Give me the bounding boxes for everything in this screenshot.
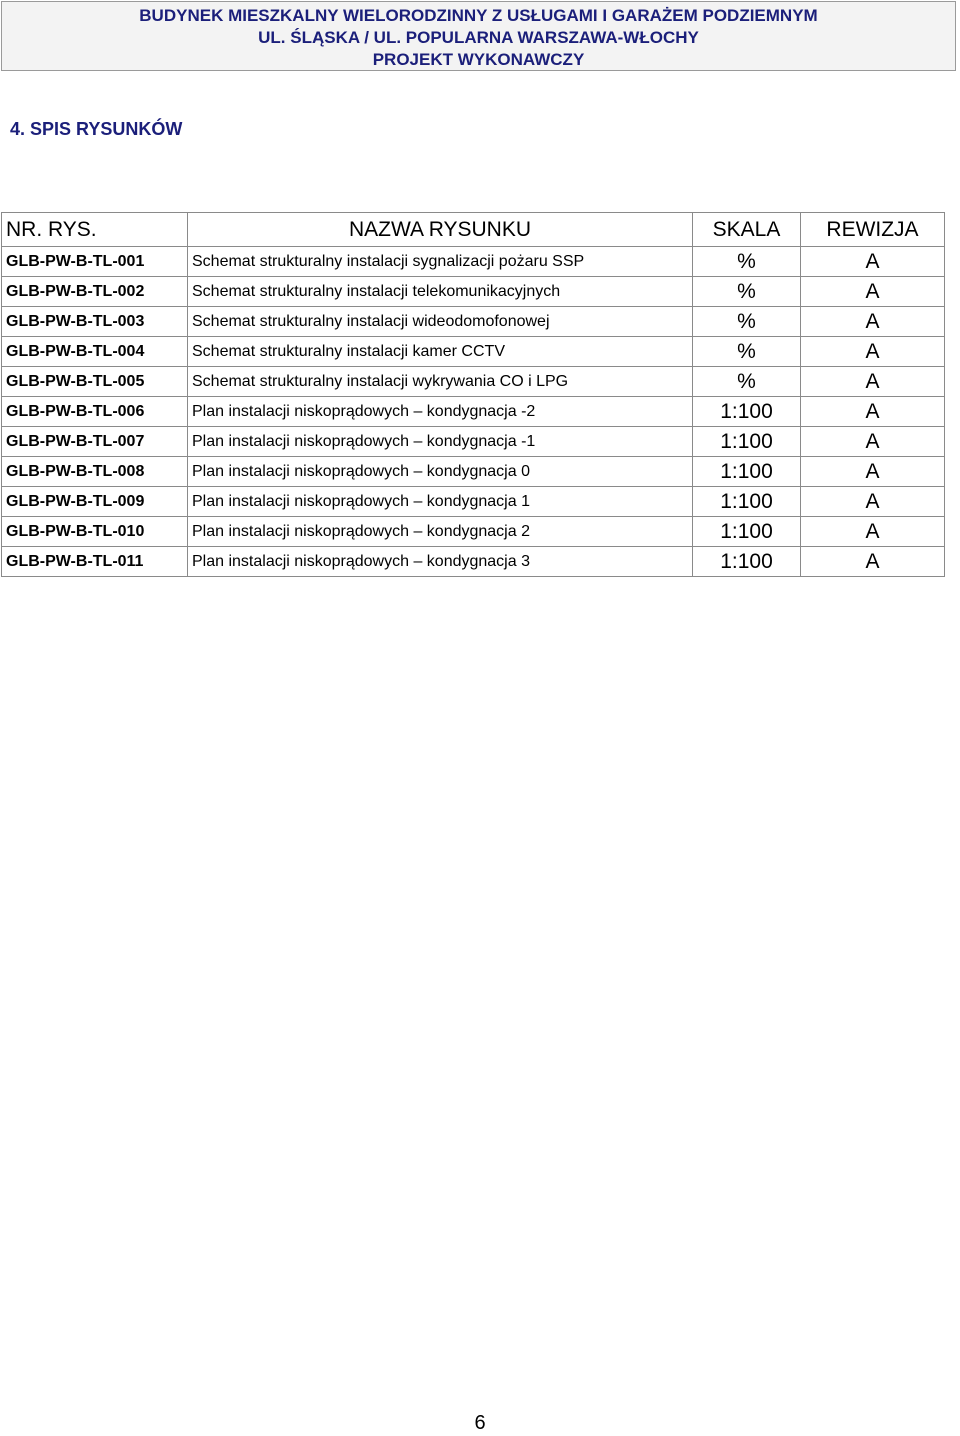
table-row [2, 337, 945, 367]
drawing-name: Schemat strukturalny instalacji sygnalizacji pożaru SSP [188, 247, 693, 277]
table-row [2, 307, 945, 337]
header-building-name: BUDYNEK MIESZKALNY WIELORODZINNY Z USŁUGAMI I GARAŻEM PODZIEMNYM [139, 6, 818, 25]
table-row [2, 427, 945, 457]
drawing-number: GLB-PW-B-TL-004 [2, 337, 188, 367]
drawing-revision: A [801, 247, 945, 277]
table-row [2, 487, 945, 517]
drawing-scale: 1:100 [693, 397, 801, 427]
drawing-revision: A [801, 397, 945, 427]
drawing-number: GLB-PW-B-TL-002 [2, 277, 188, 307]
table-row [2, 547, 945, 577]
drawing-scale: 1:100 [693, 457, 801, 487]
drawing-scale: 1:100 [693, 547, 801, 577]
drawing-revision: A [801, 457, 945, 487]
column-header-name: NAZWA RYSUNKU [188, 213, 693, 247]
column-header-revision: REWIZJA [801, 213, 945, 247]
drawing-name: Schemat strukturalny instalacji telekomunikacyjnych [188, 277, 693, 307]
drawing-number: GLB-PW-B-TL-006 [2, 397, 188, 427]
header-project-stage: PROJEKT WYKONAWCZY [372, 50, 585, 69]
drawing-scale: 1:100 [693, 517, 801, 547]
drawing-number: GLB-PW-B-TL-008 [2, 457, 188, 487]
drawing-name: Plan instalacji niskoprądowych – kondygnacja 3 [188, 547, 693, 577]
page-number: 6 [474, 1412, 486, 1434]
section-title: 4. SPIS RYSUNKÓW [10, 119, 183, 139]
table-row [2, 247, 945, 277]
column-header-scale: SKALA [693, 213, 801, 247]
drawing-scale: 1:100 [693, 427, 801, 457]
table-row [2, 367, 945, 397]
drawing-scale: % [693, 337, 801, 367]
drawing-name: Schemat strukturalny instalacji kamer CCTV [188, 337, 693, 367]
drawing-name: Schemat strukturalny instalacji wykrywania CO i LPG [188, 367, 693, 397]
table-row [2, 517, 945, 547]
drawings-table [1, 212, 945, 577]
drawing-revision: A [801, 307, 945, 337]
drawing-scale: % [693, 367, 801, 397]
drawing-name: Plan instalacji niskoprądowych – kondygnacja 1 [188, 487, 693, 517]
drawing-name: Plan instalacji niskoprądowych – kondygnacja -1 [188, 427, 693, 457]
drawing-number: GLB-PW-B-TL-009 [2, 487, 188, 517]
drawing-number: GLB-PW-B-TL-010 [2, 517, 188, 547]
drawing-revision: A [801, 367, 945, 397]
table-row [2, 397, 945, 427]
drawing-revision: A [801, 487, 945, 517]
drawing-name: Plan instalacji niskoprądowych – kondygnacja 0 [188, 457, 693, 487]
drawing-number: GLB-PW-B-TL-011 [2, 547, 188, 577]
drawing-revision: A [801, 517, 945, 547]
drawing-name: Plan instalacji niskoprądowych – kondygnacja 2 [188, 517, 693, 547]
document-header [1, 1, 956, 71]
header-address: UL. ŚLĄSKA / UL. POPULARNA WARSZAWA-WŁOCHY [258, 28, 699, 47]
table-row [2, 277, 945, 307]
drawing-number: GLB-PW-B-TL-007 [2, 427, 188, 457]
drawing-scale: % [693, 277, 801, 307]
column-header-nr: NR. RYS. [2, 213, 188, 247]
drawing-name: Plan instalacji niskoprądowych – kondygnacja -2 [188, 397, 693, 427]
drawing-revision: A [801, 337, 945, 367]
drawing-number: GLB-PW-B-TL-005 [2, 367, 188, 397]
drawing-revision: A [801, 427, 945, 457]
drawing-scale: 1:100 [693, 487, 801, 517]
table-row [2, 457, 945, 487]
drawing-number: GLB-PW-B-TL-003 [2, 307, 188, 337]
drawing-revision: A [801, 277, 945, 307]
drawing-number: GLB-PW-B-TL-001 [2, 247, 188, 277]
drawing-name: Schemat strukturalny instalacji wideodomofonowej [188, 307, 693, 337]
drawing-scale: % [693, 247, 801, 277]
table-header-row [2, 213, 945, 247]
drawing-revision: A [801, 547, 945, 577]
drawing-scale: % [693, 307, 801, 337]
